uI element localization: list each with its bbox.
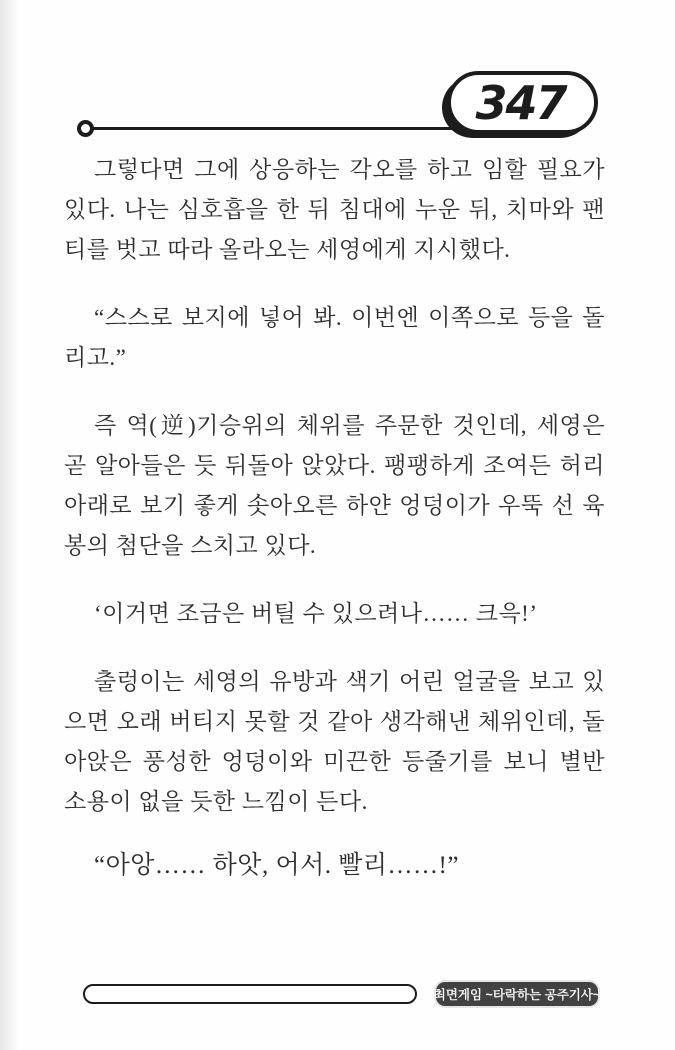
header-ring-icon (77, 120, 94, 137)
series-title: 최면게임 ~타락하는 공주기사~ (433, 988, 601, 1002)
header-rule-line (90, 127, 458, 130)
body-paragraph: 그렇다면 그에 상응하는 각오를 하고 임할 필요가 있다. 나는 심호흡을 한 뒤 침대에 누운 뒤, 치마와 팬티를 벗고 따라 올라오는 세영에게 지시했다. (64, 157, 605, 262)
page-text-block (64, 150, 605, 914)
footer-empty-pill (83, 984, 417, 1004)
monologue-paragraph: ‘이거면 조금은 버틸 수 있으려나…… 크윽!’ (94, 601, 538, 626)
page-number: 347 (475, 75, 566, 130)
series-title-badge (433, 982, 601, 1006)
body-paragraph: 즉 역(逆)기승위의 체위를 주문한 것인데, 세영은 곧 알아들은 듯 뒤돌아 앉았다. 팽팽하게 조여든 허리 아래로 보기 좋게 솟아오른 하얀 엉덩이가 우뚝 선 육봉의 첨단을 스치고 있다. (64, 413, 605, 558)
page-number-badge (447, 71, 598, 134)
body-paragraph: 출렁이는 세영의 유방과 색기 어린 얼굴을 보고 있으면 오래 버티지 못할 것 같아 생각해낸 체위인데, 돌아앉은 풍성한 엉덩이와 미끈한 등줄기를 보니 별반 소용이 없을 듯한 느낌이 든다. (64, 669, 605, 814)
page-gutter-shadow (0, 0, 22, 1050)
dialogue-paragraph: “아앙…… 하앗, 어서. 빨리……!” (94, 852, 459, 879)
dialogue-paragraph: “스스로 보지에 넣어 봐. 이번엔 이쪽으로 등을 돌리고.” (64, 305, 605, 370)
